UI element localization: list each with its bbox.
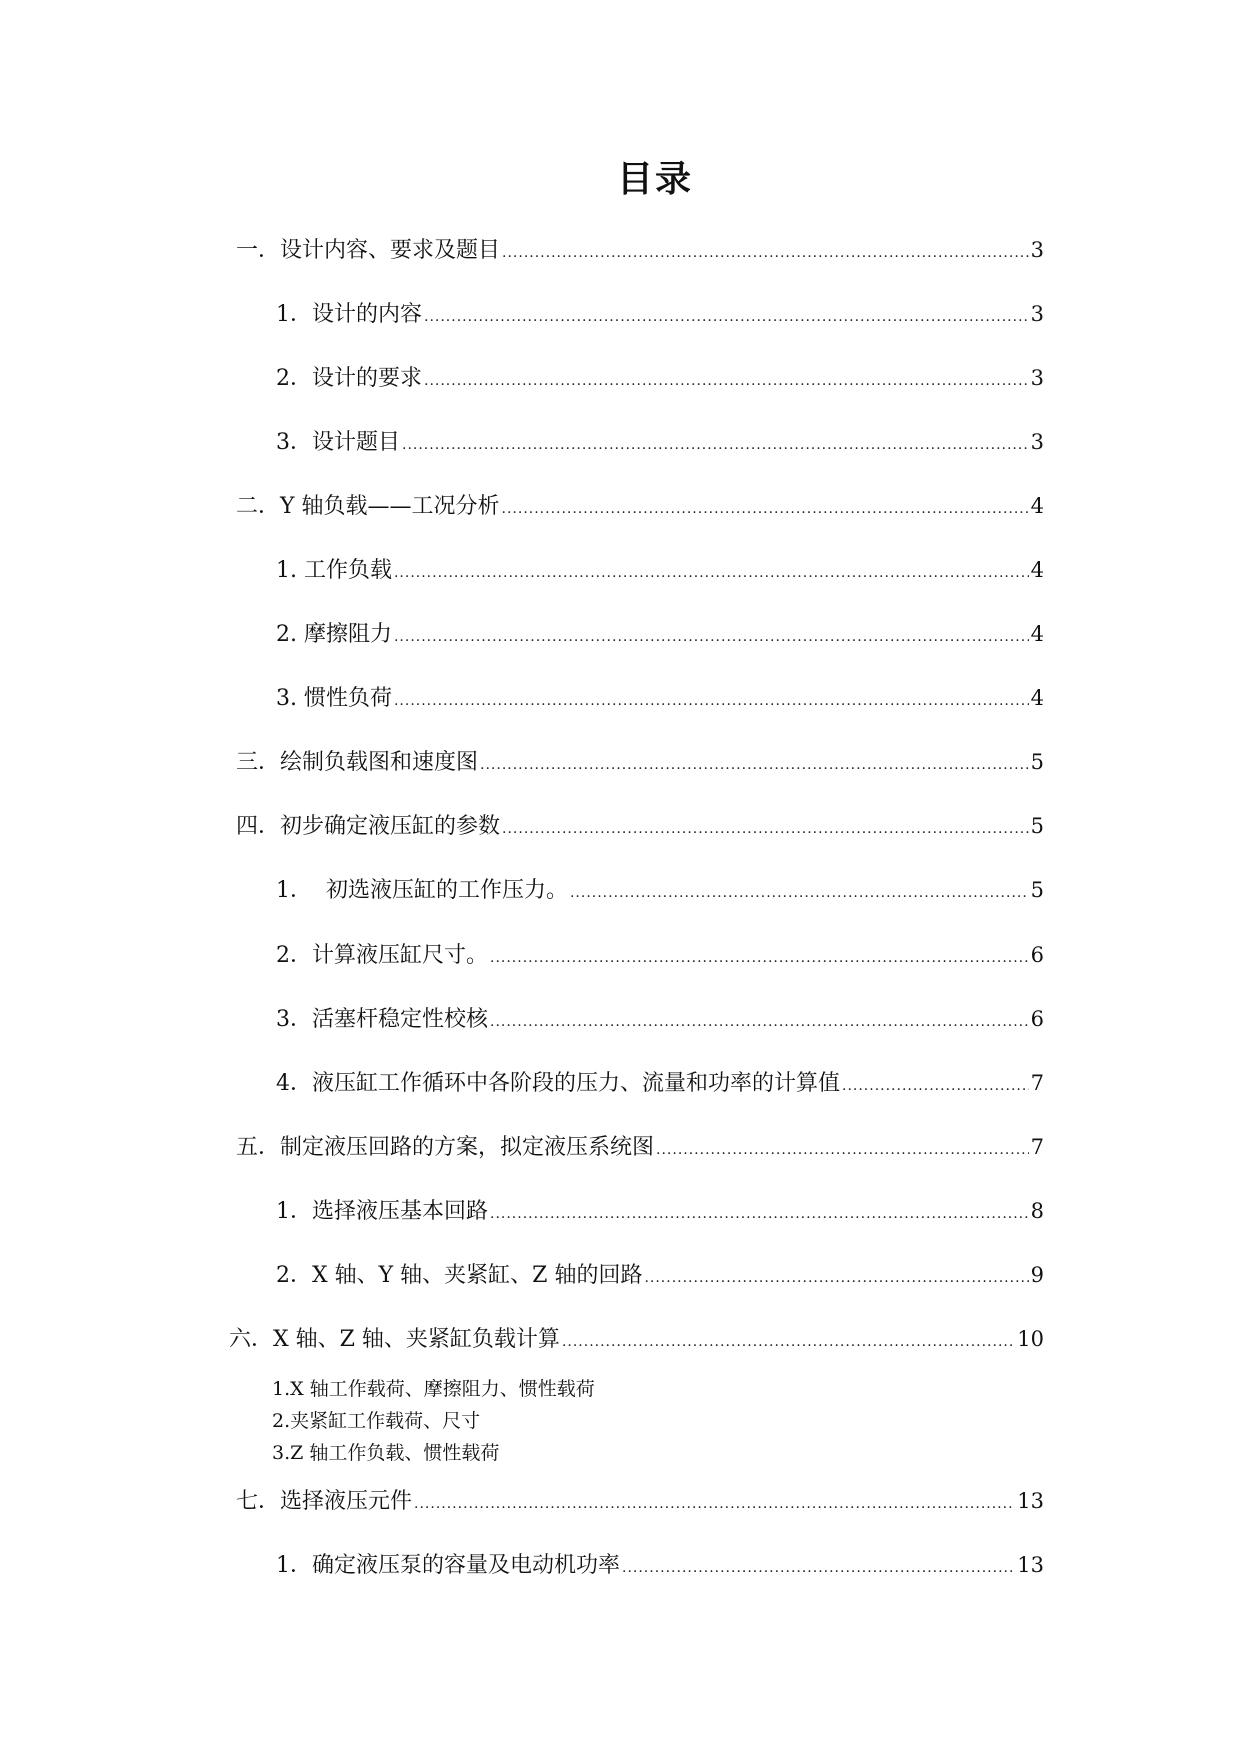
toc-entry[interactable]: [276, 940, 1044, 973]
toc-entry-label: 2. 摩擦阻力: [276, 622, 392, 647]
toc-entry-label: 2．X 轴、Y 轴、夹紧缸、Z 轴的回路: [276, 1263, 643, 1288]
toc-page-number: 6: [1030, 943, 1044, 967]
toc-page-number: 10: [1017, 1327, 1044, 1351]
leader-dots: [402, 430, 1029, 460]
leader-dots: [656, 1135, 1029, 1165]
toc-entry-label: 4．液压缸工作循环中各阶段的压力、流量和功率的计算值: [276, 1071, 840, 1096]
toc-entry[interactable]: [236, 235, 1044, 268]
leader-dots: [424, 366, 1029, 396]
toc-page-number: 4: [1030, 558, 1044, 582]
toc-page-number: 5: [1030, 814, 1044, 838]
toc-entry[interactable]: [276, 683, 1044, 716]
toc-page-number: 8: [1030, 1199, 1044, 1223]
leader-dots: [502, 238, 1029, 268]
leader-dots: [570, 878, 1029, 908]
toc-page-number: 3: [1030, 302, 1044, 326]
toc-entry-label: 1．确定液压泵的容量及电动机功率: [276, 1553, 620, 1578]
toc-entry-label: 1． 初选液压缸的工作压力。: [276, 878, 568, 903]
leader-dots: [502, 814, 1029, 844]
toc-entry[interactable]: [276, 1068, 1044, 1101]
leader-dots: [562, 1327, 1015, 1357]
toc-entry-label: 四．初步确定液压缸的参数: [236, 814, 501, 839]
toc-page-number: 9: [1030, 1263, 1044, 1287]
toc-entry-label: 六．X 轴、Z 轴、夹紧缸负载计算: [229, 1327, 560, 1352]
leader-dots: [480, 750, 1029, 780]
leader-dots: [424, 302, 1029, 332]
toc-entry-label: 1．设计的内容: [276, 302, 422, 327]
toc-entry[interactable]: [276, 1550, 1044, 1583]
toc-entry[interactable]: [276, 363, 1044, 396]
leader-dots: [394, 686, 1029, 716]
toc-entry-label: 2．计算液压缸尺寸。: [276, 943, 488, 968]
toc-page-number: 7: [1030, 1071, 1044, 1095]
toc-entry[interactable]: [236, 491, 1044, 524]
toc-plain-item[interactable]: 3.Z 轴工作负载、惯性载荷: [272, 1442, 500, 1464]
toc-page-number: 4: [1030, 494, 1044, 518]
leader-dots: [394, 622, 1029, 652]
toc-entry[interactable]: [276, 1004, 1044, 1037]
toc-entry[interactable]: [276, 619, 1044, 652]
toc-page-number: 3: [1030, 238, 1044, 262]
toc-page-number: 3: [1030, 430, 1044, 454]
toc-entry-label: 一．设计内容、要求及题目: [236, 238, 501, 263]
toc-page-number: 6: [1030, 1007, 1044, 1031]
toc-entry[interactable]: [276, 299, 1044, 332]
leader-dots: [644, 1263, 1028, 1293]
toc-page-number: 5: [1030, 878, 1044, 902]
toc-page-number: 7: [1030, 1135, 1044, 1159]
toc-entry[interactable]: [276, 427, 1044, 460]
toc-page-number: 13: [1017, 1553, 1044, 1577]
toc-entry-label: 3．活塞杆稳定性校核: [276, 1007, 488, 1032]
toc-entry[interactable]: [276, 875, 1044, 908]
toc-page-number: 4: [1030, 622, 1044, 646]
toc-plain-item[interactable]: 2.夹紧缸工作载荷、尺寸: [272, 1410, 481, 1432]
leader-dots: [394, 558, 1029, 588]
toc-entry-label: 二．Y 轴负载——工况分析: [236, 494, 500, 519]
leader-dots: [502, 494, 1029, 524]
toc-entry-label: 五．制定液压回路的方案，拟定液压系统图: [236, 1135, 655, 1160]
toc-entry-label: 七．选择液压元件: [236, 1489, 413, 1514]
toc-entry-label: 1．选择液压基本回路: [276, 1199, 488, 1224]
leader-dots: [490, 943, 1029, 973]
toc-entry-label: 2．设计的要求: [276, 366, 422, 391]
toc-entry-label: 三．绘制负载图和速度图: [236, 750, 479, 775]
toc-entry[interactable]: [236, 747, 1044, 780]
toc-entry[interactable]: [276, 1196, 1044, 1229]
toc-entry-label: 3．设计题目: [276, 430, 400, 455]
leader-dots: [414, 1489, 1015, 1519]
toc-entry[interactable]: [236, 811, 1044, 844]
toc-entry[interactable]: [236, 1486, 1044, 1519]
toc-page-number: 3: [1030, 366, 1044, 390]
toc-entry[interactable]: [229, 1324, 1044, 1357]
toc-entry[interactable]: [276, 1260, 1044, 1293]
toc-entry-label: 3. 惯性负荷: [276, 686, 392, 711]
toc-entry-label: 1. 工作负载: [276, 558, 392, 583]
toc-page-number: 4: [1030, 686, 1044, 710]
toc-page-number: 5: [1030, 750, 1044, 774]
toc-page-number: 13: [1017, 1489, 1044, 1513]
toc-entry[interactable]: [236, 1132, 1044, 1165]
leader-dots: [490, 1007, 1029, 1037]
leader-dots: [490, 1199, 1029, 1229]
leader-dots: [622, 1553, 1015, 1583]
toc-entry[interactable]: [276, 555, 1044, 588]
toc-plain-item[interactable]: 1.X 轴工作载荷、摩擦阻力、惯性载荷: [272, 1378, 595, 1400]
leader-dots: [842, 1071, 1029, 1101]
page-title: 目录: [616, 158, 693, 200]
